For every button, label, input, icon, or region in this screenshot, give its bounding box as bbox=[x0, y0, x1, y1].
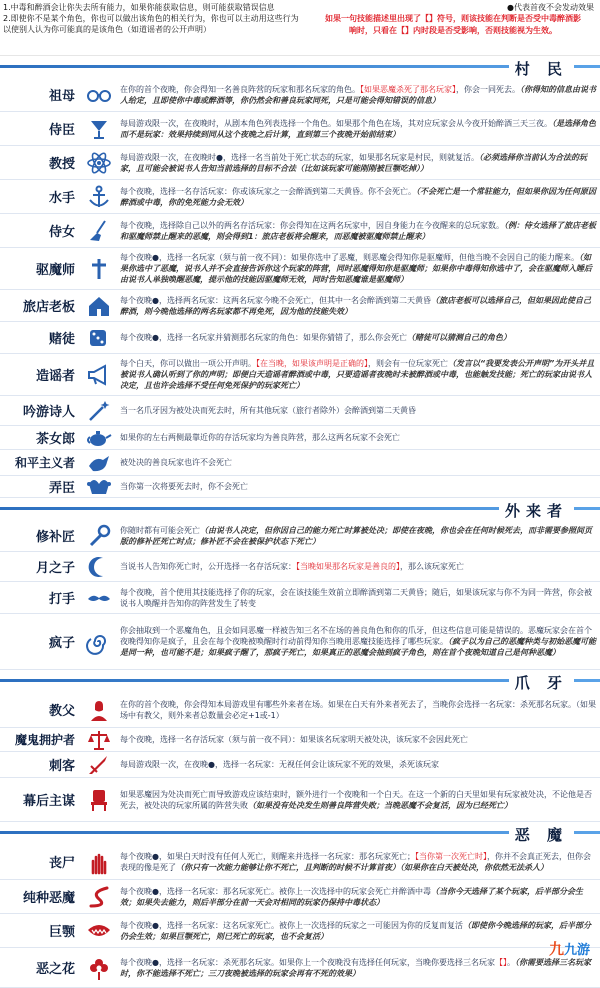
role-name: 教授 bbox=[48, 157, 75, 172]
mustache-icon bbox=[78, 585, 120, 611]
role-row bbox=[0, 426, 600, 450]
ability-note: （旅店老板可以选择自己，但如果因此使自己醉酒，则今晚他选择的两名玩家都不再免死，因为他的技能失效） bbox=[120, 295, 591, 316]
site-watermark bbox=[549, 938, 590, 959]
ability-note: （赌徒可以猜测自己的角色） bbox=[406, 333, 511, 342]
ability-text: 在你的首个夜晚，你会得知本局游戏里有哪些外来者在场。如果在白天有外来者死去了，当晚你会选择一名玩家：杀死那名玩家。（如果场中有教父，则外来者总数量会必定+1或-1） bbox=[120, 699, 596, 720]
role-name: 打手 bbox=[48, 592, 75, 607]
role-ability bbox=[120, 789, 596, 811]
role-row bbox=[0, 290, 600, 322]
house-icon bbox=[78, 293, 120, 319]
ability-note: （疯子以为自己的恶魔种类与初始恶魔可能是同一种，也可能不是；如果疯子醒了，那疯子死亡，如果真正的恶魔会抽到疯子角色，则在首个夜晚知道自己是何种恶魔） bbox=[120, 637, 596, 657]
anchor-icon bbox=[78, 184, 120, 210]
role-name: 纯种恶魔 bbox=[22, 891, 75, 906]
role-name: 水手 bbox=[48, 191, 75, 206]
role-ability bbox=[120, 152, 596, 174]
cocktail-icon bbox=[78, 116, 120, 142]
role-ability bbox=[120, 295, 596, 317]
role-ability bbox=[120, 252, 596, 285]
role-ability bbox=[120, 186, 596, 208]
role-row bbox=[0, 214, 600, 248]
ability-bracket-text: 【当你第一次死亡时】 bbox=[414, 851, 487, 861]
role-name: 和平主义者 bbox=[14, 456, 75, 470]
role-ability bbox=[120, 358, 596, 391]
chair-icon bbox=[78, 787, 120, 813]
role-row bbox=[0, 396, 600, 426]
role-name: 茶女郎 bbox=[35, 432, 75, 447]
role-ability bbox=[120, 759, 596, 770]
teapot-icon bbox=[78, 425, 120, 451]
ability-text: 每局游戏限一次，在夜晚●，选择一名玩家：无视任何会让该玩家不死的效果，杀死该玩家 bbox=[120, 760, 439, 769]
ability-note: （是选择角色而不是玩家：效果持续到同从这个夜晚之后计算，直到第三个夜晚开始前结束） bbox=[120, 118, 596, 139]
ability-bracket-text: 【在当晚，如果该声明是正确的】 bbox=[256, 359, 368, 368]
rules-notes bbox=[3, 2, 303, 35]
section-title: 村 民 bbox=[509, 58, 574, 79]
ability-text: 每个夜晚，选择一名存活玩家（须与前一夜不同）：如果该名玩家明天被处决，该玩家不会因此死亡 bbox=[120, 735, 468, 744]
ability-text: 被处决的善良玩家也许不会死亡 bbox=[120, 458, 232, 467]
ability-note: （由说书人决定，但你因自己的能力死亡时算被处决；即使在夜晚，你也会在任何时候死去，而非需要参照间页版的修补匠死亡时点；修补匠不会在被保护状态下死亡） bbox=[120, 525, 592, 546]
header-notes bbox=[0, 0, 600, 56]
dice-icon bbox=[78, 325, 120, 351]
role-ability bbox=[120, 481, 596, 492]
ability-text: 每个白天，你可以做出一项公开声明。 bbox=[120, 359, 256, 368]
role-row bbox=[0, 180, 600, 214]
role-ability bbox=[120, 432, 596, 443]
ability-text: ，那么该玩家死亡 bbox=[400, 562, 464, 571]
ability-text: ，你会一同死去。 bbox=[456, 84, 520, 94]
role-row bbox=[0, 914, 600, 948]
role-row bbox=[0, 880, 600, 914]
role-ability bbox=[120, 957, 596, 979]
ability-note: （必须选择你当前认为合法的玩家，且可能会被说书人告知当前选择的目标不合法（比如该玩家可能刚刚被巨颚吃掉）） bbox=[120, 152, 587, 173]
role-row bbox=[0, 582, 600, 614]
role-ability bbox=[120, 920, 596, 942]
role-ability bbox=[120, 886, 596, 908]
ability-text: 每个夜晚●，选择一名玩家（须与前一夜不同）：如果你选中了恶魔，则恶魔会得知你是驱魔师，但他当晚不会因自己的能力醒来。 bbox=[120, 253, 579, 262]
role-ability bbox=[120, 561, 596, 572]
first-night-note: ●代表首夜不会发动效果 bbox=[507, 3, 594, 12]
watermark-text: 九游 bbox=[563, 943, 590, 958]
ability-text: 当一名爪牙因为被处决而死去时，所有其他玩家（旅行者除外）会醉酒到第二天黄昏 bbox=[120, 406, 416, 415]
bracket-rule-line-1: 如果一句技能描述里出现了【】符号，则该技能在判断是否受中毒醉酒影 bbox=[325, 14, 581, 23]
ability-text: 你随时都有可能会死亡 bbox=[120, 525, 200, 535]
ability-text: 每局游戏限一次，在夜晚时，从剧本角色列表选择一个角色。如果那个角色在场，其对应玩家会从今夜开始醉酒三天三夜。 bbox=[120, 118, 552, 128]
section-banner bbox=[0, 670, 600, 692]
dove-icon bbox=[78, 450, 120, 476]
role-name: 侍女 bbox=[48, 225, 75, 240]
ability-text: ，则会有一位玩家死亡 bbox=[368, 359, 448, 368]
ability-text: 每个夜晚，首个使用其技能选择了你的玩家，会在该技能生效前立即醉酒到第二天黄昏；随后，如果该玩家与你不为同一阵营，你会被说书人唤醒并告知你的阵营发生了转变 bbox=[120, 587, 592, 608]
bracket-rule-note bbox=[308, 13, 598, 37]
role-row bbox=[0, 146, 600, 180]
role-name: 赌徒 bbox=[48, 332, 75, 347]
role-ability bbox=[120, 84, 596, 106]
bracket-rule-line-2: 响时，只看在【】内时段是否受影响，否则技能视为生效。 bbox=[349, 26, 557, 35]
role-ability bbox=[120, 405, 596, 416]
ability-text: 每个夜晚，选择一名存活玩家：你或该玩家之一会醉酒到第二天黄昏。你不会死亡。 bbox=[120, 186, 416, 196]
note-line-2: 2.即使你不是某个角色，你也可以做出该角色的相关行为，你也可以主动用这些行为以使别人认为你可能真的是该角色（如道谣者的公开声明） bbox=[3, 14, 299, 34]
ability-bracket-text: 【】 bbox=[494, 957, 507, 967]
role-name: 侍臣 bbox=[48, 123, 75, 138]
role-name: 修补匠 bbox=[35, 530, 75, 545]
role-sections bbox=[0, 56, 600, 988]
role-row bbox=[0, 614, 600, 670]
ability-text: 每局游戏限一次，在夜晚时●，选择一名当前处于死亡状态的玩家，如果那名玩家是村民，则就复活。 bbox=[120, 152, 479, 162]
broom-icon bbox=[78, 218, 120, 244]
role-name: 幕后主谋 bbox=[22, 794, 75, 809]
role-row bbox=[0, 476, 600, 498]
scales-icon bbox=[78, 727, 120, 753]
section-banner bbox=[0, 822, 600, 844]
role-ability bbox=[120, 118, 596, 140]
ability-text: 每个夜晚●，选择一名玩家：杀死那名玩家。如果你上一个夜晚没有选择任何玩家，当晚你要选择三名玩家 bbox=[120, 957, 495, 967]
moon-icon bbox=[78, 554, 120, 580]
flower-icon bbox=[78, 955, 120, 981]
ability-text: 在你的首个夜晚，你会得知一名善良阵营的玩家和那名玩家的角色。 bbox=[120, 84, 360, 94]
role-row bbox=[0, 354, 600, 396]
ability-note: （发言以“我要发表公开声明”为开头并且被说书人确认听到了你的声明；即便白天造谣者醉酒或中毒，只要造谣者夜晚时未被醉酒或中毒，也能触发技能；死亡的玩家由说书人决定，且也许会选择不受任何免死保护的玩家死亡） bbox=[120, 359, 595, 390]
role-ability bbox=[120, 625, 596, 658]
wand-icon bbox=[78, 398, 120, 424]
ability-text: 每个夜晚●，选择一名玩家并猜测那名玩家的角色：如果你猜错了，那么你会死亡 bbox=[120, 333, 407, 342]
section-banner bbox=[0, 498, 600, 520]
role-name: 魔鬼拥护者 bbox=[14, 733, 75, 747]
role-ability bbox=[120, 699, 596, 721]
role-name: 月之子 bbox=[35, 561, 75, 576]
ability-text: 每个夜晚，选择除自己以外的两名存活玩家：你会得知在这两名玩家中，因自身能力在今夜醒来的总玩家数。 bbox=[120, 220, 504, 230]
role-row bbox=[0, 844, 600, 880]
ability-text: 你会抽取到一个恶魔角色，且会如同恶魔一样被告知三名不在场的善良角色和你的爪牙，但这些信息可能是错误的。恶魔玩家会在首个夜晚得知你是疯子，且会在每个夜晚被唤醒时行动前得知你当晚用恶魔技能选择了哪些玩家。 bbox=[120, 626, 592, 646]
role-row bbox=[0, 552, 600, 582]
role-ability bbox=[120, 332, 596, 343]
role-row bbox=[0, 752, 600, 778]
ability-text: 每个夜晚●，选择一名玩家：那名玩家死亡。被你上一次选择中的玩家会死亡并醉酒中毒 bbox=[120, 886, 431, 896]
snake-icon bbox=[78, 884, 120, 910]
role-ability bbox=[120, 587, 596, 609]
spiral-icon bbox=[78, 629, 120, 655]
ability-note: （如果没有处决发生则善良阵营失败；当晚恶魔不会复活，因为已经死亡） bbox=[248, 800, 512, 810]
ability-note: （你只有一次能力能够让你不死亡，且判断的时候不计算首夜）（如果你在白天被处决，你依然无法杀人） bbox=[176, 862, 548, 872]
role-row bbox=[0, 78, 600, 112]
ability-note: （不会死亡是一个常驻能力，但如果你因为任何原因醉酒或中毒，你的免死能力会无效） bbox=[120, 186, 596, 207]
ability-text: 每个夜晚●，选择一名玩家：这名玩家死亡。被你上一次选择的玩家之一可能因为你的反复而复活 bbox=[120, 920, 463, 930]
role-row bbox=[0, 778, 600, 822]
role-name: 教父 bbox=[48, 704, 75, 719]
role-name: 祖母 bbox=[48, 89, 75, 104]
ability-note: （例：侍女选择了旅店老板和驱魔师禁止醒来的恶魔，则会得到1：旅店老板将会醒来，而恶魔被驱魔师禁止醒来） bbox=[120, 220, 596, 241]
atom-icon bbox=[78, 150, 120, 176]
role-ability bbox=[120, 220, 596, 242]
role-name: 旅店老板 bbox=[22, 300, 75, 315]
ability-note: （当你今天选择了某个玩家，后半部分会生效；如果失去能力，则后半部分在前一天会对相同的玩家仍保持中毒状态） bbox=[120, 886, 583, 907]
watermark-glyph: 九 bbox=[548, 940, 564, 958]
ability-note: （你得知的信息由说书人给定，且即使你中毒或醉酒等，你仍然会和善良玩家同死，只是可能会得知错误的信息） bbox=[120, 84, 596, 105]
section-banner bbox=[0, 56, 600, 78]
ability-text: 每个夜晚●，如果白天时没有任何人死亡，则醒来并选择一名玩家：那名玩家死亡； bbox=[120, 851, 415, 861]
ability-text: 每个夜晚●，选择两名玩家：这两名玩家今晚不会死亡，但其中一名会醉酒到第二天黄昏 bbox=[120, 295, 431, 305]
ability-text: ，你并不会真正死去，但你会表现的像是死了 bbox=[120, 851, 591, 872]
ability-text: 。 bbox=[506, 957, 515, 967]
role-name: 造谣者 bbox=[35, 369, 75, 384]
section-title: 外来者 bbox=[499, 500, 574, 521]
section-title: 爪 牙 bbox=[509, 672, 574, 693]
role-name: 吟游诗人 bbox=[22, 405, 75, 420]
role-row bbox=[0, 248, 600, 290]
role-name: 丧尸 bbox=[48, 856, 75, 871]
role-row bbox=[0, 692, 600, 728]
dagger-icon bbox=[78, 752, 120, 778]
role-name: 巨颚 bbox=[48, 925, 75, 940]
jester-icon bbox=[78, 474, 120, 500]
ability-text: 当你第一次将要死去时，你不会死亡 bbox=[120, 482, 248, 491]
cross-icon bbox=[78, 256, 120, 282]
role-name: 驱魔师 bbox=[35, 263, 75, 278]
role-name: 疯子 bbox=[48, 636, 75, 651]
role-row bbox=[0, 728, 600, 752]
role-row bbox=[0, 948, 600, 988]
ability-bracket-text: 【如果恶魔杀死了那名玩家】 bbox=[360, 84, 456, 94]
ability-text: 当说书人告知你死亡时，公开选择一名存活玩家： bbox=[120, 562, 296, 571]
megaphone-icon bbox=[78, 362, 120, 388]
wrench-icon bbox=[78, 523, 120, 549]
ability-note: （如果你选中了恶魔，说书人并不会直接告诉你这个玩家的阵营，同时恶魔得知你是驱魔师；如果你中毒得知你选中了，会在驱魔师入睡后由说书人单独唤醒恶魔，提示他的技能因驱魔师无效，同时告知恶魔谁是驱魔师） bbox=[120, 253, 592, 284]
ability-text: 如果你的左右两侧最靠近你的存活玩家均为善良阵营，那么这两名玩家不会死亡 bbox=[120, 433, 400, 442]
ability-note: （你需要选择三名玩家时，你不能选择不死亡；三刀夜晚被选择的玩家会再有不死的效果） bbox=[120, 957, 591, 978]
role-ability bbox=[120, 851, 596, 873]
role-row bbox=[0, 112, 600, 146]
role-row bbox=[0, 520, 600, 552]
ability-text: 如果恶魔因为处决而死亡而导致游戏应该结束时，额外进行一个夜晚和一个白天。在这一个新的白天里如果有玩家被处决，不论他是否死去，被处决的玩家所属的阵营失败 bbox=[120, 789, 592, 810]
role-ability bbox=[120, 457, 596, 468]
role-row bbox=[0, 450, 600, 476]
role-ability bbox=[120, 525, 596, 547]
role-ability bbox=[120, 734, 596, 745]
godfather-icon bbox=[78, 697, 120, 723]
ability-note: （即使你今晚选择的玩家，后半部分仍会生效；如果巨颚死亡，则已死亡的玩家，也不会复活） bbox=[120, 920, 591, 941]
role-name: 弄臣 bbox=[48, 481, 75, 496]
hand-icon bbox=[78, 849, 120, 875]
glasses-icon bbox=[78, 82, 120, 108]
section-title: 恶 魔 bbox=[509, 824, 574, 845]
role-name: 刺客 bbox=[48, 759, 75, 774]
role-row bbox=[0, 322, 600, 354]
note-line-1: 1.中毒和醉酒会让你失去所有能力，如果你能获取信息，则可能获取错误信息 bbox=[3, 3, 275, 12]
ability-bracket-text: 【当晚如果那名玩家是善良的】 bbox=[296, 562, 400, 571]
role-name: 恶之花 bbox=[35, 962, 75, 977]
mouth-icon bbox=[78, 918, 120, 944]
